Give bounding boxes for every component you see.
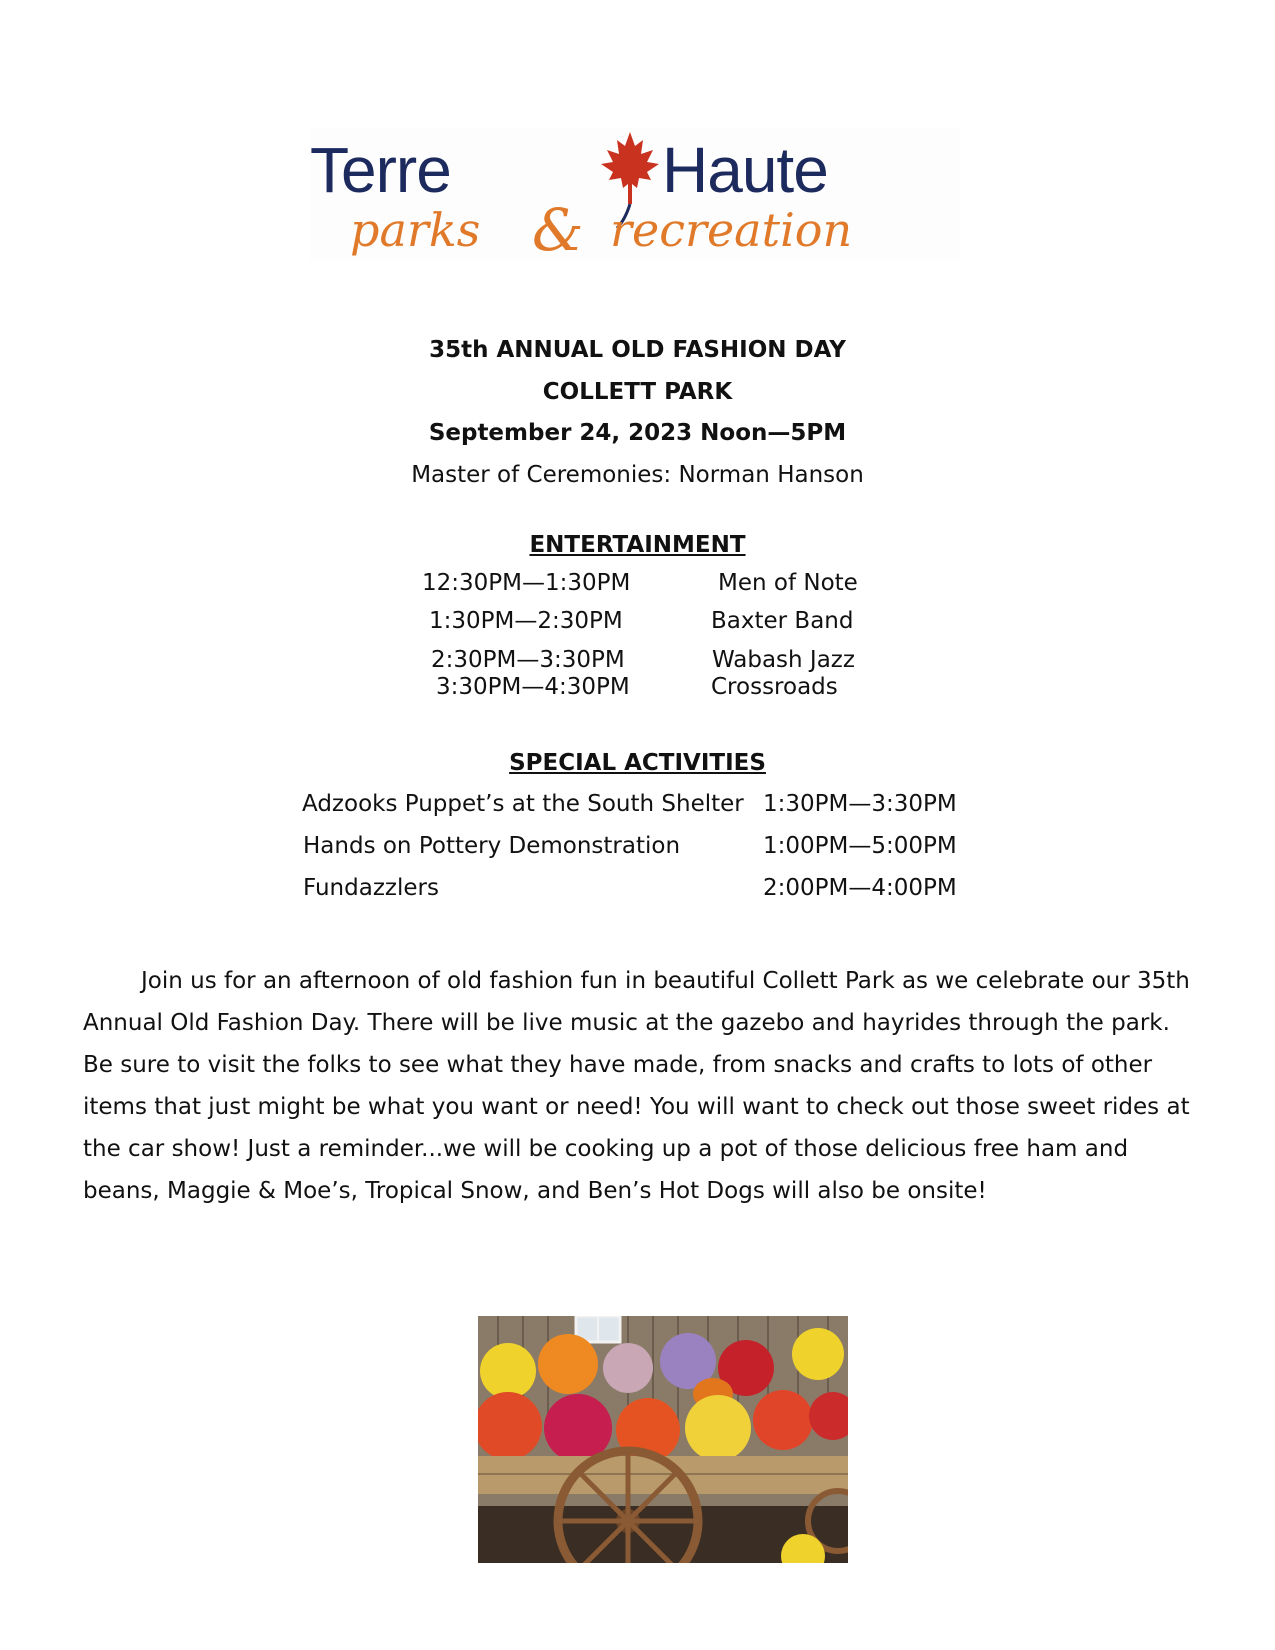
entertainment-time: 2:30PM—3:30PM <box>431 647 625 673</box>
master-of-ceremonies: Master of Ceremonies: Norman Hanson <box>411 462 864 488</box>
entertainment-time: 1:30PM—2:30PM <box>429 608 623 634</box>
activity-time: 1:00PM—5:00PM <box>763 833 957 859</box>
activity-time: 2:00PM—4:00PM <box>763 875 957 901</box>
activity-name: Hands on Pottery Demonstration <box>303 833 681 859</box>
event-description: Join us for an afternoon of old fashion fun in beautiful Collett Park as we celebrate our 35th Annual Old Fashion Day. There will be live music at the gazebo and hayrides through the park. Be sure to visit the folks to see what they have made, from snacks and crafts to lots of other items that just might be what you want or need! You will want to check out those sweet rides at the car show! Just a reminder...we will be cooking up a pot of those delicious free ham and beans, Maggie & Moe’s, Tropical Snow, and Ben’s Hot Dogs will also be onsite! <box>83 968 1190 1204</box>
special-activities-heading: SPECIAL ACTIVITIES <box>509 750 766 776</box>
entertainment-heading: ENTERTAINMENT <box>529 532 746 558</box>
activity-name: Fundazzlers <box>303 875 439 901</box>
event-title: 35th ANNUAL OLD FASHION DAY <box>429 337 846 363</box>
event-location: COLLETT PARK <box>542 379 733 405</box>
activity-time: 1:30PM—3:30PM <box>763 791 957 817</box>
logo-word-terre: Terre <box>310 134 451 206</box>
entertainment-act: Men of Note <box>718 570 858 596</box>
activity-name: Adzooks Puppet’s at the South Shelter <box>302 791 744 817</box>
logo-word-parks: parks <box>350 203 481 257</box>
logo-word-recreation: recreation <box>610 203 853 257</box>
logo-ampersand: & <box>532 196 584 260</box>
entertainment-act: Wabash Jazz <box>712 647 855 673</box>
entertainment-time: 3:30PM—4:30PM <box>436 674 630 700</box>
event-date: September 24, 2023 Noon—5PM <box>428 420 847 446</box>
entertainment-act: Baxter Band <box>711 608 854 634</box>
entertainment-act: Crossroads <box>711 674 838 700</box>
entertainment-time: 12:30PM—1:30PM <box>422 570 631 596</box>
terre-haute-parks-logo <box>310 128 960 260</box>
logo-word-haute: Haute <box>662 134 828 206</box>
flower-wagon-photo <box>478 1316 848 1563</box>
